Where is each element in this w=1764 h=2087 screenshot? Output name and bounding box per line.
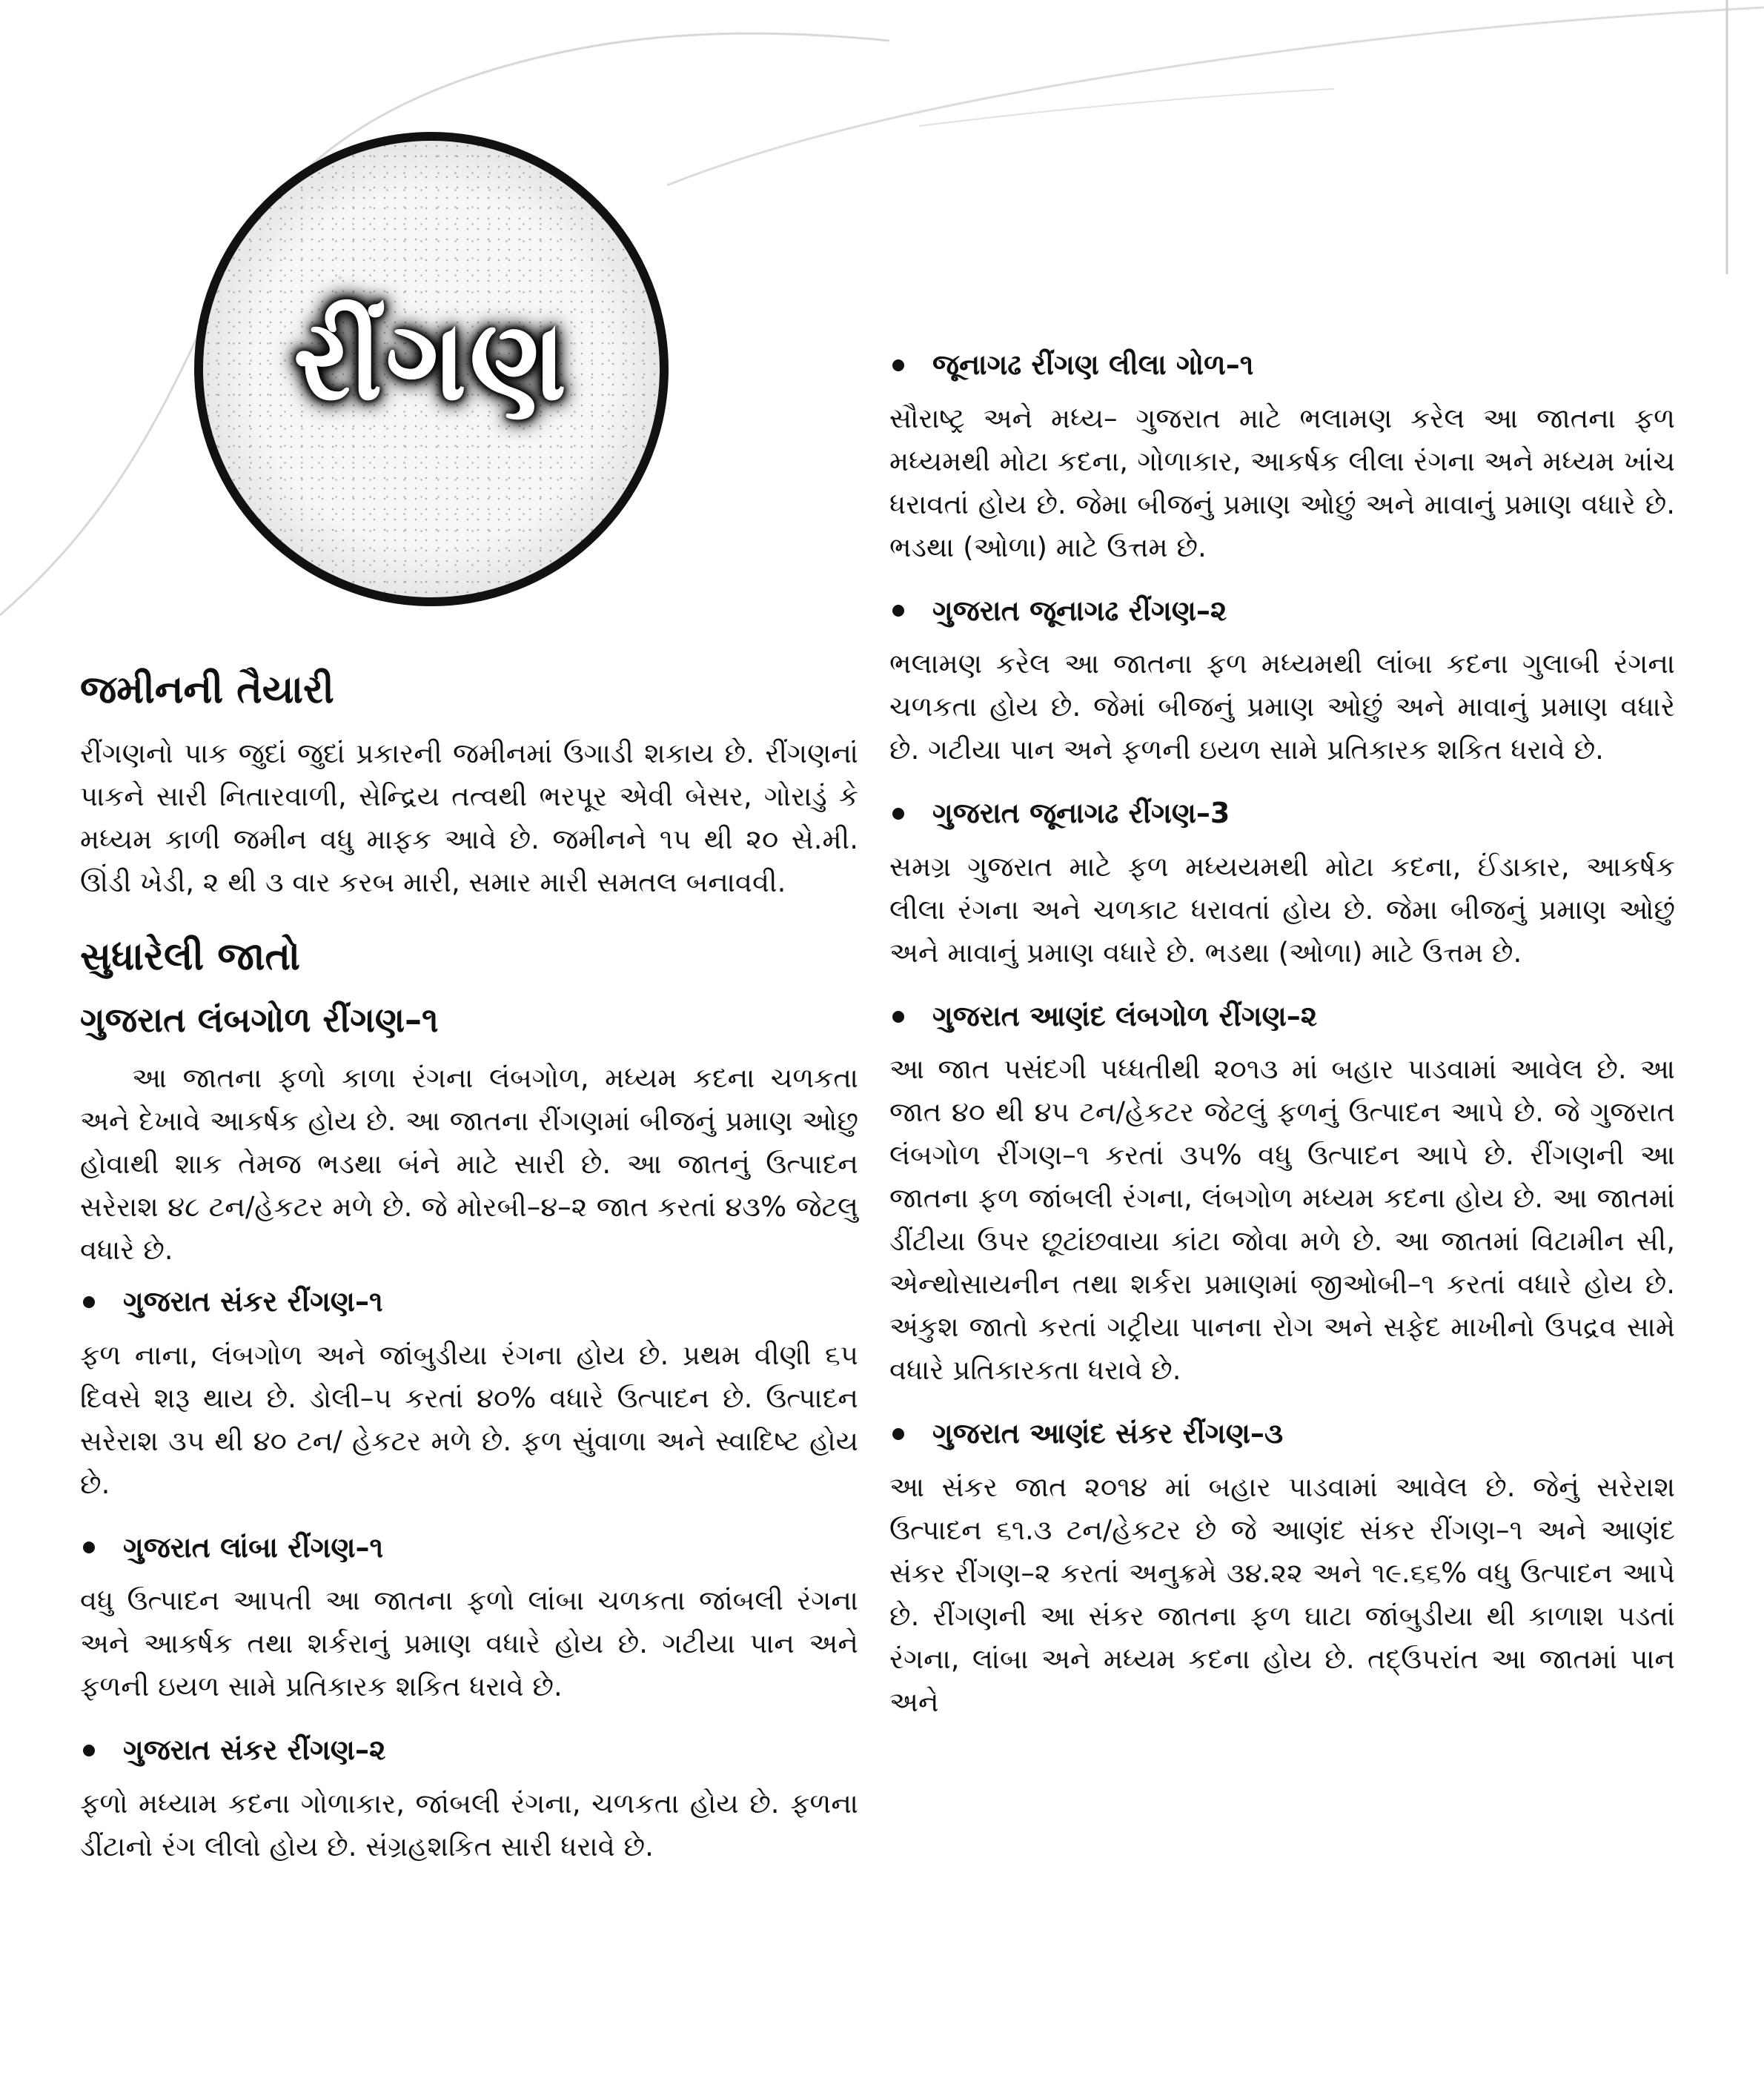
bullet-icon bbox=[83, 1296, 95, 1308]
variety-item bbox=[889, 348, 1675, 569]
variety-item bbox=[80, 1531, 858, 1709]
variety-title: ગુજરાત લાંબા રીંગણ–૧ bbox=[123, 1530, 384, 1564]
land-preparation-heading: જમીનની તૈયારી bbox=[80, 668, 334, 712]
title-badge bbox=[194, 132, 669, 606]
variety-heading bbox=[889, 797, 1675, 831]
variety-item bbox=[889, 1000, 1675, 1393]
bullet-icon bbox=[892, 808, 904, 820]
bullet-icon bbox=[83, 1745, 95, 1756]
variety-title: ગુજરાત સંકર રીંગણ–૧ bbox=[123, 1284, 383, 1318]
variety-text: ફળો મધ્યામ કદના ગોળાકાર, જાંબલી રંગના, ચળકતા હોય છે. ફળના ડીંટાનો રંગ લીલો હોય છે. સંગ્રહશકિત સારી ધરાવે છે. bbox=[80, 1787, 858, 1862]
variety-heading bbox=[889, 348, 1675, 382]
variety-heading bbox=[889, 1417, 1675, 1451]
bullet-icon bbox=[892, 1428, 904, 1440]
variety-item bbox=[889, 797, 1675, 975]
variety-title: ગુજરાત આણંદ લંબગોળ રીંગણ–૨ bbox=[932, 999, 1318, 1032]
variety-text: સૌરાષ્ટ્ર અને મધ્ય– ગુજરાત માટે ભલામણ કરેલ આ જાતના ફળ મધ્યમથી મોટા કદના, ગોળાકાર, આકર્ષક લીલા રંગના અને મધ્યમ ખાંચ ધરાવતાં હોય છે. જેમા બીજનું પ્રમાણ ઓછું અને માવાનું પ્રમાણ વધારે છે. ભડથા (ઓળા) માટે ઉત્તમ છે. bbox=[889, 402, 1675, 563]
bullet-icon bbox=[892, 605, 904, 617]
main-variety-heading: ગુજરાત લંબગોળ રીંગણ–૧ bbox=[80, 999, 439, 1040]
variety-text: ભલામણ કરેલ આ જાતના ફળ મધ્યમથી લાંબા કદના ગુલાબી રંગના ચળકતા હોય છે. જેમાં બીજનું પ્રમાણ ઓછું અને માવાનું પ્રમાણ વધારે છે. ગટીયા પાન અને ફળની ઇયળ સામે પ્રતિકારક શકિત ધરાવે છે. bbox=[889, 648, 1675, 766]
variety-heading bbox=[80, 1285, 858, 1319]
variety-item bbox=[889, 1417, 1675, 1724]
variety-heading bbox=[80, 1733, 858, 1768]
variety-item bbox=[889, 594, 1675, 772]
variety-heading bbox=[889, 594, 1675, 628]
variety-heading bbox=[889, 1000, 1675, 1034]
bullet-icon bbox=[83, 1542, 95, 1553]
variety-text: આ સંકર જાત ૨૦૧૪ માં બહાર પાડવામાં આવેલ છે. જેનું સરેરાશ ઉત્પાદન ૬૧.૩ ટન/હેકટર છે જે આણંદ સંકર રીંગણ–૧ અને આણંદ સંકર રીંગણ–૨ કરતાં અનુક્રમે ૩૪.૨૨ અને ૧૯.૬૬% વધુ ઉત્પાદન આપે છે. રીંગણની આ સંકર જાતના ફળ ઘાટા જાંબુડીયા થી કાળાશ પડતાં રંગના, લાંબા અને મધ્યમ કદના હોય છે. તદ્ઉપરાંત આ જાતમાં પાન અને bbox=[889, 1470, 1675, 1718]
variety-heading bbox=[80, 1531, 858, 1565]
variety-text: સમગ્ર ગુજરાત માટે ફળ મધ્યયમથી મોટા કદના, ઈંડાકાર, આકર્ષક લીલા રંગના અને ચળકાટ ધરાવતાં હોય છે. જેમા બીજનું પ્રમાણ ઓછું અને માવાનું પ્રમાણ વધારે છે. ભડથા (ઓળા) માટે ઉત્તમ છે. bbox=[889, 850, 1675, 969]
variety-title: ગુજરાત જૂનાગઢ રીંગણ–૨ bbox=[932, 594, 1227, 627]
page-title: રીંગણ bbox=[293, 296, 570, 425]
variety-title: ગુજરાત જૂનાગઢ રીંગણ–3 bbox=[932, 797, 1230, 830]
variety-item bbox=[80, 1285, 858, 1506]
variety-text: વધુ ઉત્પાદન આપતી આ જાતના ફળો લાંબા ચળકતા જાંબલી રંગના અને આકર્ષક તથા શર્કરાનું પ્રમાણ વધારે હોય છે. ગટીયા પાન અને ફળની ઇયળ સામે પ્રતિકારક શકિત ધરાવે છે. bbox=[80, 1585, 858, 1703]
land-preparation-text: રીંગણનો પાક જુદાં જુદાં પ્રકારની જમીનમાં ઉગાડી શકાય છે. રીંગણનાં પાકને સારી નિતારવાળી, સેન્દ્રિય તત્વથી ભરપૂર એવી બેસર, ગોરાડું કે મધ્યમ કાળી જમીન વધુ માફક આવે છે. જમીનને ૧૫ થી ૨૦ સે.મી. ઊંડી ખેડી, ૨ થી ૩ વાર કરબ મારી, સમાર મારી સમતલ બનાવવી. bbox=[80, 737, 858, 899]
main-variety-text: આ જાતના ફળો કાળા રંગના લંબગોળ, મધ્યમ કદના ચળકતા અને દેખાવે આકર્ષક હોય છે. આ જાતના રીંગણમાં બીજનું પ્રમાણ ઓછુ હોવાથી શાક તેમજ ભડથા બંને માટે સારી છે. આ જાતનું ઉત્પાદન સરેરાશ ૪૮ ટન/હેકટર મળે છે. જે મોરબી–૪–૨ જાત કરતાં ૪૩% જેટલુ વધારે છે. bbox=[80, 1061, 858, 1266]
variety-text: ફળ નાના, લંબગોળ અને જાંબુડીયા રંગના હોય છે. પ્રથમ વીણી ૬૫ દિવસે શરૂ થાય છે. ડોલી–૫ કરતાં ૪૦% વધારે ઉત્પાદન છે. ઉત્પાદન સરેરાશ ૩૫ થી ૪૦ ટન/ હેકટર મળે છે. ફળ સુંવાળા અને સ્વાદિષ્ટ હોય છે. bbox=[80, 1338, 858, 1500]
right-column bbox=[889, 348, 1675, 1749]
left-column bbox=[80, 667, 858, 1894]
variety-title: જૂનાગઢ રીંગણ લીલા ગોળ–૧ bbox=[932, 348, 1254, 381]
variety-title: ગુજરાત આણંદ સંકર રીંગણ–૩ bbox=[932, 1417, 1284, 1450]
variety-text: આ જાત પસંદગી પધ્ધતીથી ૨૦૧૩ માં બહાર પાડવામાં આવેલ છે. આ જાત ૪૦ થી ૪૫ ટન/હેકટર જેટલું ફળનું ઉત્પાદન આપે છે. જે ગુજરાત લંબગોળ રીંગણ–૧ કરતાં ૩૫% વધુ ઉત્પાદન આપે છે. રીંગણની આ જાતના ફળ જાંબલી રંગના, લંબગોળ મધ્યમ કદના હોય છે. આ જાતમાં ડીંટીયા ઉપર છૂટાંછવાયા કાંટા જોવા મળે છે. આ જાતમાં વિટામીન સી, એન્થોસાયનીન તથા શર્કરા પ્રમાણમાં જીઓબી–૧ કરતાં વધારે હોય છે. અંકુશ જાતો કરતાં ગટ્રીયા પાનના રોગ અને સફેદ માખીનો ઉપદ્રવ સામે વધારે પ્રતિકારકતા ધરાવે છે. bbox=[889, 1053, 1675, 1387]
variety-title: ગુજરાત સંકર રીંગણ–૨ bbox=[123, 1733, 386, 1767]
improved-varieties-heading: સુધારેલી જાતો bbox=[80, 935, 300, 980]
bullet-icon bbox=[892, 359, 904, 371]
variety-item bbox=[80, 1733, 858, 1868]
bullet-icon bbox=[892, 1011, 904, 1023]
